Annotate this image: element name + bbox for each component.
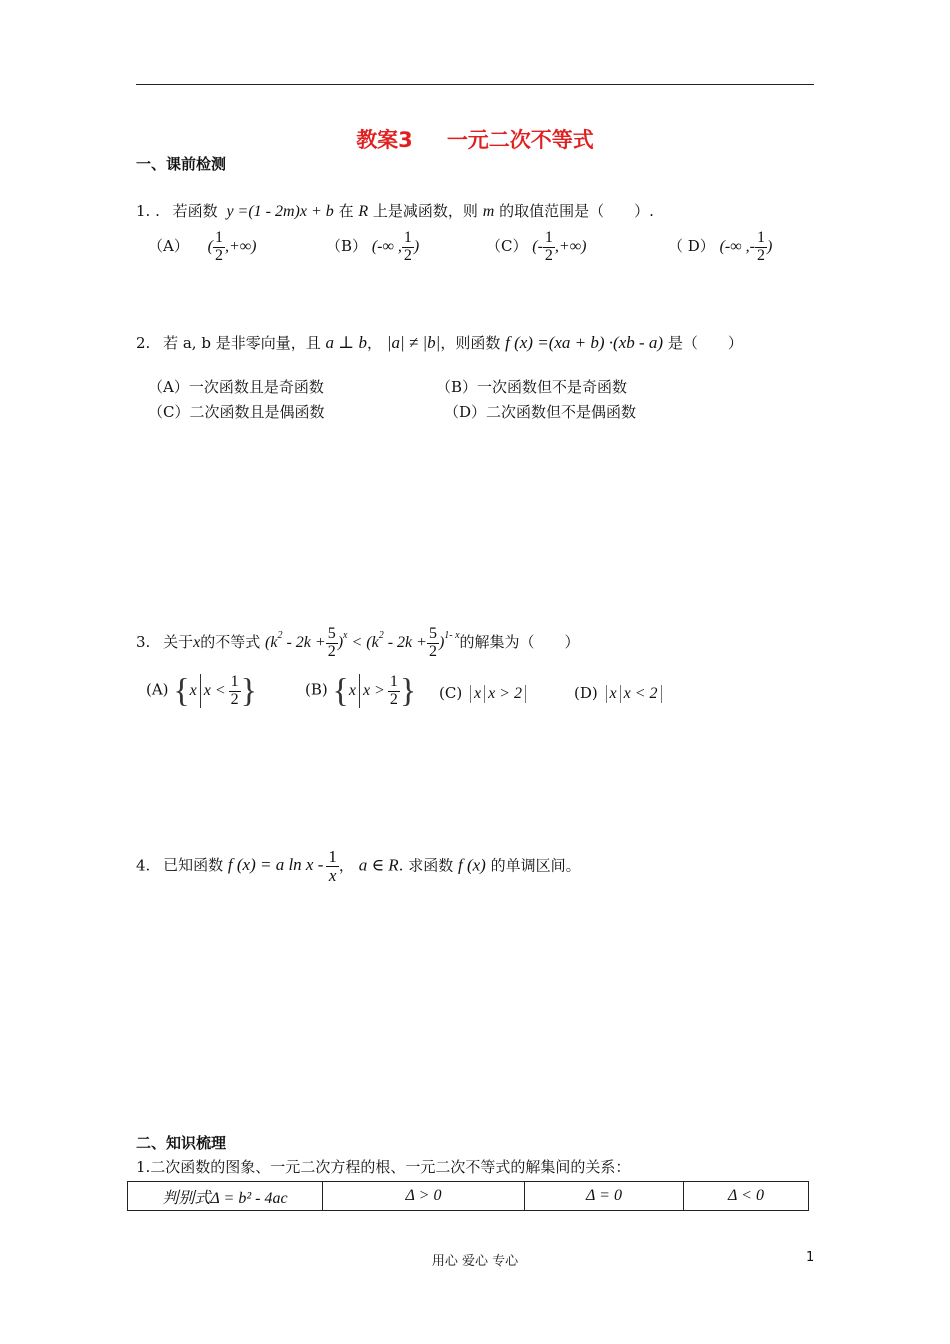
q3-lhs-a: (k [265,633,278,651]
q3-lhs-frac-den: 2 [327,642,336,660]
q1-option-b-rest: ) [413,237,420,255]
q4-frac-num: 1 [328,847,337,866]
q1-option-d-label: （ D） [668,236,715,255]
q1-option-b-open: (-∞ , [371,237,402,255]
q4-condition: a ∈ R [358,855,399,875]
q3-rhs-exponent: 1- x [444,629,460,641]
q3-rhs-frac-den: 2 [428,642,437,660]
q2-text-mid: ，则函数 [440,334,501,352]
q3-lhs-b: - 2k + [282,633,326,651]
q3-option-b-x: x [348,681,356,699]
q4-text-post1: . 求函数 [398,856,454,875]
q1-text-post: 的取值范围是（ ）. [499,202,654,220]
title-lesson: 教案3 [356,128,413,152]
q3-text-mid: 的不等式 [200,632,261,651]
q1-number: 1. . [136,202,160,220]
q3-option-a-label: (A) [146,680,169,699]
q3-variable: x [193,633,201,651]
q4-fx: f (x) [457,855,486,875]
table-cell-negative: Δ < 0 [684,1182,809,1211]
q4-text-pre: 已知函数 [163,856,224,875]
q1-domain: R [358,203,369,220]
q3-option-b-den: 2 [389,690,398,708]
table-row [128,1182,809,1211]
q1-option-c-label: （C） [486,236,528,255]
q3-option-c-x: x [473,685,482,702]
section-heading-1: 一、课前检测 [136,155,227,173]
q1-option-a-den: 2 [214,246,223,264]
q3-option-b[interactable]: (B) {x x > $\frac{1}{2}$ } [305,672,417,709]
q2-number: 2. [136,334,151,352]
q3-option-b-cond: x > [362,681,385,699]
q3-lhs-square: 2 [277,629,283,641]
q2-neq-expr: |a| ≠ |b| [386,333,441,352]
q2-option-a[interactable]: （A）一次函数且是奇函数 [148,378,324,396]
q3-option-d-label: (D) [574,684,598,702]
q1-option-c-rest: ,+∞) [554,237,587,255]
header-rule [136,84,814,85]
q1-option-b[interactable] [326,230,419,265]
q2-sep: ， [367,334,383,352]
table-cell-positive: Δ > 0 [323,1182,525,1211]
q3-lhs-frac-num: 5 [327,625,336,642]
q1-option-c-open: (- [532,237,543,255]
page-number: 1 [806,1250,815,1265]
q3-option-b-num: 1 [389,672,398,690]
q1-text-mid2: 上是减函数，则 [372,202,478,220]
q3-option-c-label: (C) [439,684,463,702]
q2-perp-expr: a ⊥ b [325,333,367,352]
q2-text-post: 是（ ） [667,334,743,352]
table-cell-discriminant: 判别式Δ = b² - 4ac [128,1182,323,1211]
q1-text-pre: 若函数 [172,202,218,220]
question-2 [136,332,743,353]
page-title [0,124,950,154]
q3-rhs-frac-num: 5 [428,625,437,642]
q3-option-c[interactable] [439,684,529,703]
q3-less-than: < (k [347,633,379,651]
q3-lhs-exponent: x [343,629,348,641]
q1-option-d-rest: ) [766,237,773,255]
section-heading-2: 二、知识梳理 [136,1134,227,1152]
q1-option-d-open: (-∞ ,- [719,237,755,255]
question-1 [136,200,654,221]
q2-text-pre: 若 a, b 是非零向量，且 [163,334,321,352]
q2-option-b[interactable]: （B）一次函数但不是奇函数 [436,378,628,396]
question-4 [136,848,581,885]
q1-option-a-open: ( [207,237,213,255]
q3-option-a-cond: x < [203,681,226,699]
q3-option-a-den: 2 [230,690,239,708]
q3-option-c-cond: x > 2 [488,685,522,702]
q4-function-expr: f (x) = a ln x - [227,855,324,875]
q3-option-b-label: (B) [305,680,328,699]
footer-motto: 用心 爱心 专心 [431,1254,519,1269]
q2-option-d[interactable]: （D）二次函数但不是偶函数 [444,403,637,421]
q1-option-d-num: 1 [756,229,765,246]
q1-option-a-rest: ,+∞) [224,237,257,255]
q1-text-mid1: 在 [338,202,354,220]
q2-function-expr: f (x) =(xa + b) ·(xb - a) [505,333,664,352]
q3-rhs-square: 2 [378,629,384,641]
q1-option-d-den: 2 [756,246,765,264]
q3-option-a-x: x [189,681,197,699]
q1-variable: m [482,203,495,220]
q3-option-a[interactable]: (A) {x x < $\frac{1}{2}$ } [146,672,257,709]
title-topic: 一元二次不等式 [446,128,594,152]
q1-option-d[interactable] [668,230,772,265]
q3-option-d-cond: x < 2 [623,685,658,702]
q1-function-expr: y =(1 - 2m)x + b [226,203,334,220]
knowledge-line-1: 1.二次函数的图象、一元二次方程的根、一元二次不等式的解集间的关系： [136,1158,631,1176]
q3-number: 3. [136,632,151,651]
q1-option-c-den: 2 [544,246,553,264]
q3-option-a-num: 1 [230,672,239,690]
q1-option-a[interactable] [148,230,256,265]
q2-option-c[interactable]: （C）二次函数且是偶函数 [148,403,325,421]
q1-option-a-label: （A） [148,236,189,255]
q3-text-post: 的解集为（ ） [459,632,580,651]
q1-option-b-num: 1 [403,229,412,246]
q3-rhs-b: - 2k + [383,633,427,651]
q4-number: 4. [136,856,151,875]
q3-text-pre: 关于 [163,632,194,651]
q1-option-c-num: 1 [544,229,553,246]
q3-option-d[interactable] [574,684,665,703]
discriminant-table [127,1181,809,1211]
q1-option-b-label: （B） [326,236,368,255]
q4-frac-den: x [328,865,337,885]
q1-option-a-num: 1 [214,229,223,246]
q4-text-post2: 的单调区间。 [490,856,581,875]
q3-option-d-x: x [609,685,617,702]
q1-option-b-den: 2 [403,246,412,264]
q4-sep: ， [338,856,354,875]
question-3: 3. 关于x的不等式 ($k^2 - 2k$ + $\frac{5}{2}$ )$^x < (k^2 - 2k$ + $\frac{5}{2}$ )$^{1- x}$的解集为（ ） [136,625,580,660]
q1-option-c[interactable] [486,230,586,265]
table-cell-zero: Δ = 0 [525,1182,684,1211]
